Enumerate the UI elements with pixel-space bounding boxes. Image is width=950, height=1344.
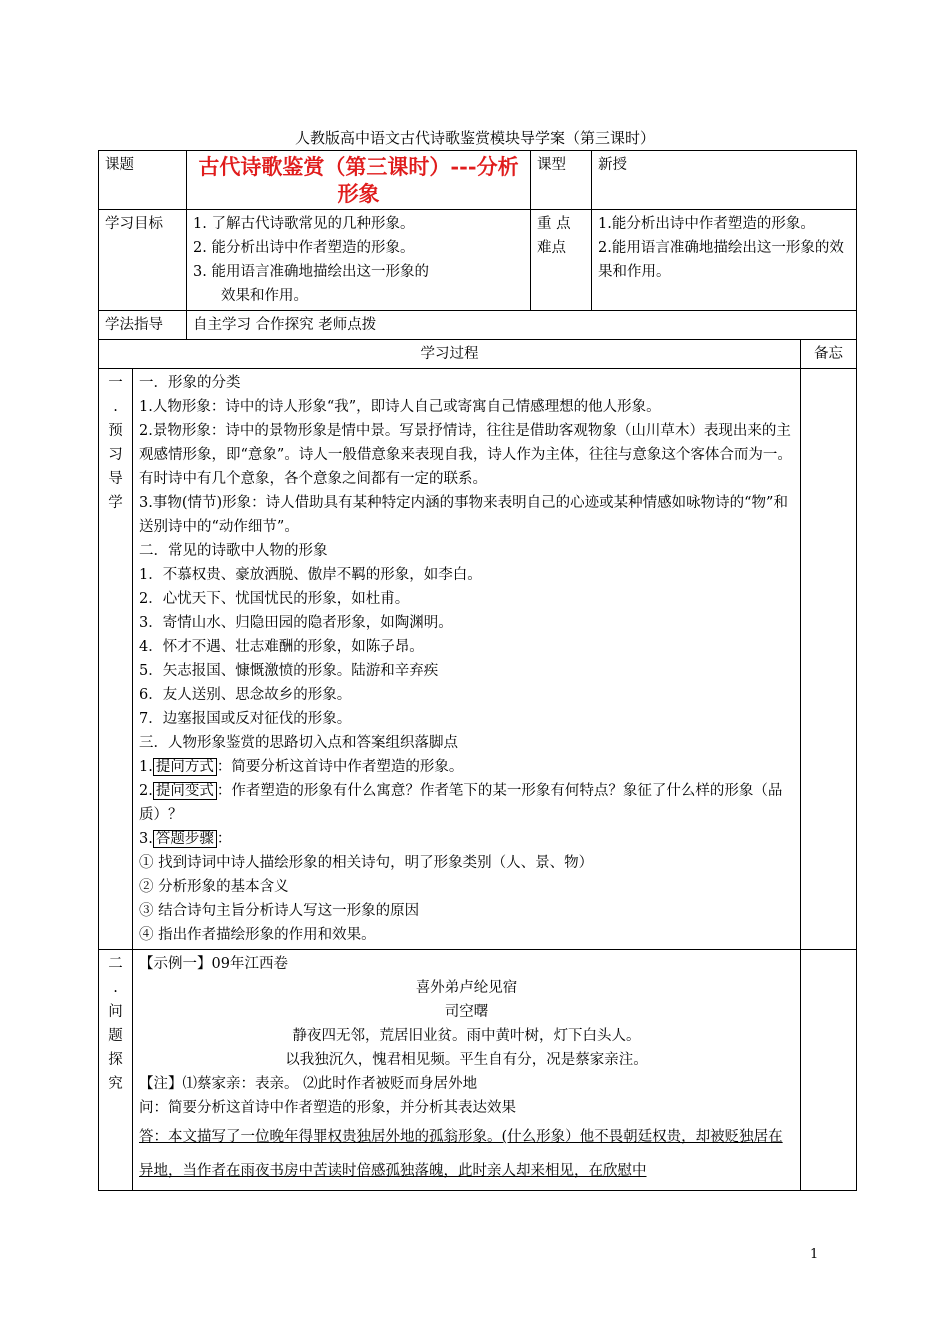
heading: 一．形象的分类 — [139, 375, 241, 391]
section1-content — [133, 369, 801, 950]
topic-row — [99, 151, 857, 210]
goal-item: 2. 能分析出诗中作者塑造的形象。 — [193, 240, 415, 256]
poem-author: 司空曙 — [444, 1004, 489, 1020]
poem-title: 喜外弟卢纶见宿 — [415, 980, 518, 996]
process-header-row — [99, 340, 857, 369]
memo-header: 备忘 — [801, 340, 857, 369]
list-item: 3．寄情山水、归隐田园的隐者形象，如陶渊明。 — [139, 615, 453, 631]
poem-note: 【注】⑴蔡家亲：表亲。 ⑵此时作者被贬而身居外地 — [139, 1076, 478, 1092]
num: 3. — [139, 831, 153, 847]
example-heading: 【示例一】09年江西卷 — [139, 956, 288, 972]
label-char: . — [113, 980, 118, 996]
key-list — [592, 210, 857, 311]
goals-row — [99, 210, 857, 311]
list-item: 6．友人送别、思念故乡的形象。 — [139, 687, 352, 703]
label-char: 题 — [108, 1028, 123, 1044]
answer-steps-heading — [139, 827, 794, 851]
label-char: . — [113, 399, 118, 415]
topic-title: 古代诗歌鉴赏（第三课时）---分析形象 — [187, 151, 531, 210]
list-item: 1．不慕权贵、豪放洒脱、傲岸不羁的形象，如李白。 — [139, 567, 482, 583]
boxed-term: 提问变式 — [153, 782, 217, 800]
method-row — [99, 311, 857, 340]
document-title: 人教版高中语文古代诗歌鉴赏模块导学案（第三课时） — [294, 129, 655, 147]
num: 1. — [139, 759, 153, 775]
section2-memo — [801, 950, 857, 1191]
label-char: 探 — [108, 1052, 123, 1068]
method-label: 学法指导 — [99, 311, 187, 340]
key-item: 2.能用语言准确地描绘出这一形象的效果和作用。 — [598, 240, 844, 280]
key-item: 1.能分析出诗中作者塑造的形象。 — [598, 216, 815, 232]
label-char: 预 — [108, 423, 123, 439]
goals-list — [187, 210, 531, 311]
key-label-line: 难点 — [537, 240, 566, 256]
type-label: 课型 — [531, 151, 592, 210]
goal-item: 1. 了解古代诗歌常见的几种形象。 — [193, 216, 415, 232]
label-char: 一 — [108, 375, 123, 391]
label-char: 习 — [108, 447, 123, 463]
goal-item: 3. 能用语言准确地描绘出这一形象的效果和作用。 — [193, 264, 429, 304]
section1-label — [99, 369, 133, 950]
paragraph: 1.人物形象：诗中的诗人形象“我”，即诗人自己或寄寓自己情感理想的他人形象。 — [139, 399, 661, 415]
step-item: ③ 结合诗句主旨分析诗人写这一形象的原因 — [139, 903, 420, 919]
poem-line: 静夜四无邻，荒居旧业贫。雨中黄叶树，灯下白头人。 — [292, 1028, 641, 1044]
topic-label: 课题 — [99, 151, 187, 210]
question-variant — [139, 779, 794, 827]
boxed-term: 提问方式 — [153, 758, 217, 776]
method-text: 自主学习 合作探究 老师点拨 — [187, 311, 857, 340]
question-text: ：简要分析这首诗中作者塑造的形象。 — [216, 759, 464, 775]
section1-memo — [801, 369, 857, 950]
step-item: ② 分析形象的基本含义 — [139, 879, 289, 895]
num: 2. — [139, 783, 153, 799]
paragraph: 2.景物形象：诗中的景物形象是情中景。写景抒情诗，往往是借助客观物象（山川草木）表现出来的主观感情形象，即“意象”。诗人一般借意象来表现自我，诗人作为主体，往往与意象这个客体合而为一。有时诗中有几个意象，各个意象之间都有一定的联系。 — [139, 423, 792, 487]
key-label-line: 重 点 — [537, 216, 571, 232]
lesson-table — [98, 150, 857, 1191]
question-text: ：作者塑造的形象有什么寓意？作者笔下的某一形象有何特点？象征了什么样的形象（品质）？ — [139, 783, 783, 823]
heading: 三．人物形象鉴赏的思路切入点和答案组织落脚点 — [139, 735, 458, 751]
answer: 答：本文描写了一位晚年得罪权贵独居外地的孤翁形象。(什么形象）他不畏朝廷权贵，却被贬独居在异地，当作者在雨夜书房中苦读时倍感孤独落魄，此时亲人却来相见，在欣慰中 — [139, 1129, 783, 1179]
label-char: 究 — [108, 1076, 123, 1092]
label-char: 二 — [108, 956, 123, 972]
process-header: 学习过程 — [99, 340, 801, 369]
list-item: 2．心忧天下、忧国忧民的形象，如杜甫。 — [139, 591, 410, 607]
page-number: 1 — [810, 1247, 819, 1262]
paragraph: 3.事物(情节)形象：诗人借助具有某种特定内涵的事物来表明自己的心迹或某种情感如咏物诗的“物”和送别诗中的“动作细节”。 — [139, 495, 788, 535]
boxed-term: 答题步骤 — [153, 830, 217, 848]
question-method — [139, 755, 794, 779]
section1-row — [99, 369, 857, 950]
list-item: 4．怀才不遇、壮志难酬的形象，如陈子昂。 — [139, 639, 424, 655]
goals-label: 学习目标 — [99, 210, 187, 311]
step-item: ④ 指出作者描绘形象的作用和效果。 — [139, 927, 376, 943]
colon: ： — [216, 831, 232, 847]
heading: 二．常见的诗歌中人物的形象 — [139, 543, 328, 559]
label-char: 导 — [108, 471, 123, 487]
question: 问：简要分析这首诗中作者塑造的形象，并分析其表达效果 — [139, 1100, 516, 1116]
label-char: 学 — [108, 495, 123, 511]
step-item: ① 找到诗词中诗人描绘形象的相关诗句，明了形象类别（人、景、物） — [139, 855, 594, 871]
section2-content — [133, 950, 801, 1191]
list-item: 5．矢志报国、慷慨激愤的形象。陆游和辛弃疾 — [139, 663, 439, 679]
type-value: 新授 — [592, 151, 857, 210]
section2-label — [99, 950, 133, 1191]
section2-row — [99, 950, 857, 1191]
list-item: 7．边塞报国或反对征伐的形象。 — [139, 711, 352, 727]
poem-line: 以我独沉久，愧君相见频。平生自有分，况是蔡家亲注。 — [285, 1052, 648, 1068]
key-label — [531, 210, 592, 311]
label-char: 问 — [108, 1004, 123, 1020]
